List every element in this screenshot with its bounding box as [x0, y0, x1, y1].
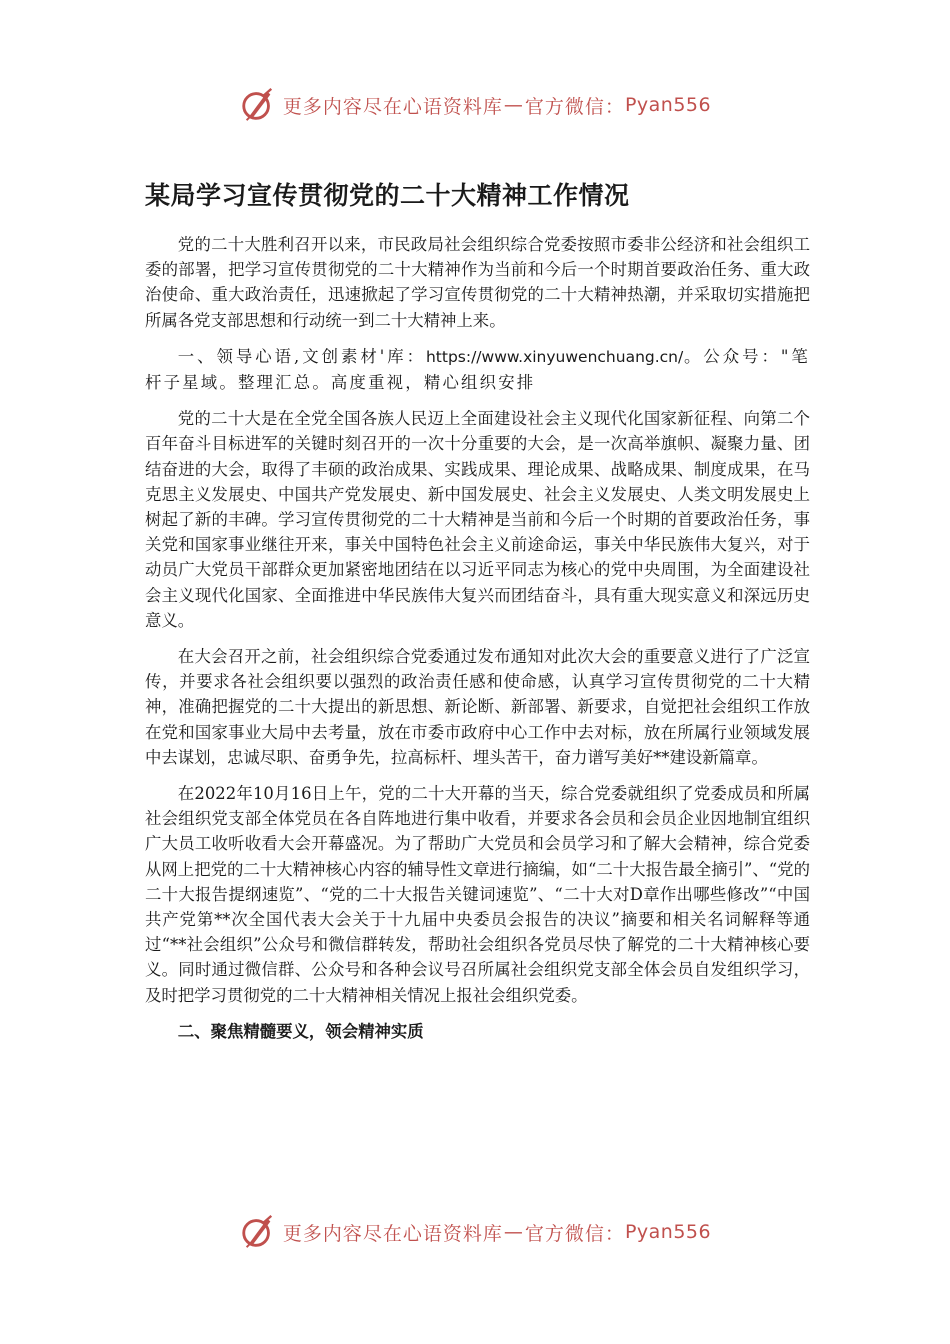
quill-circle-logo-icon — [239, 1213, 277, 1251]
watermark-text — [283, 1219, 711, 1246]
watermark-code: Pyan556 — [624, 1221, 712, 1243]
paragraph-significance: 党的二十大是在全党全国各族人民迈上全面建设社会主义现代化国家新征程、向第二个百年奋斗目标进军的关键时刻召开的一次十分重要的大会，是一次高举旗帜、凝聚力量、团结奋进的大会，取得了丰硕的政治成果、实践成果、理论成果、战略成果、制度成果，在马克思主义发展史、中国共产党发展史、新中国发展史、社会主义发展史、人类文明发展史上树起了新的丰碑。学习宣传贯彻党的二十大精神是当前和今后一个时期的首要政治任务，事关党和国家事业继往开来，事关中国特色社会主义前途命运，事关中华民族伟大复兴，对于动员广大党员干部群众更加紧密地团结在以习近平同志为核心的党中央周围，为全面建设社会主义现代化国家、全面推进中华民族伟大复兴而团结奋斗，具有重大现实意义和深远历史意义。 — [145, 409, 810, 630]
paragraph-viewing: 在2022年10月16日上午，党的二十大开幕的当天，综合党委就组织了党委成员和所属社会组织党支部全体党员在各自阵地进行集中收看，并要求各会员和会员企业因地制宜组织广大员工收听收看大会开幕盛况。为了帮助广大党员和会员学习和了解大会精神，综合党委从网上把党的二十大精神核心内容的辅导性文章进行摘编，如“二十大报告最全摘引”、“党的二十大报告提纲速览”、“党的二十大报告关键词速览”、“二十大对D章作出哪些修改”“中国共产党第**次全国代表大会关于十九届中央委员会报告的决议”摘要和相关名词解释等通过“**社会组织”公众号和微信群转发，帮助社会组织各党员尽快了解党的二十大精神核心要义。同时通过微信群、公众号和各种会议号召所属社会组织党支部全体会员自发组织学习，及时把学习贯彻党的二十大精神相关情况上报社会组织党委。 — [145, 784, 810, 1005]
watermark-text — [283, 92, 711, 119]
watermark-separator: — — [503, 1221, 524, 1243]
footer-watermark — [0, 1213, 950, 1251]
document-body — [145, 232, 810, 1055]
paragraph-preparation: 在大会召开之前，社会组织综合党委通过发布通知对此次大会的重要意义进行了广泛宣传，并要求各社会组织要以强烈的政治责任感和使命感，认真学习宣传贯彻党的二十大精神，准确把握党的二十大提出的新思想、新论断、新部署、新要求，自觉把社会组织工作放在党和国家事业大局中去考量，放在市委市政府中心工作中去对标，放在所属行业领域发展中去谋划，忠诚尽职、奋勇争先，拉高标杆、埋头苦干，奋力谱写美好**建设新篇章。 — [145, 647, 810, 767]
quill-circle-logo-icon — [239, 86, 277, 124]
watermark-label: 更多内容尽在心语资料库 — [282, 1222, 503, 1245]
section-heading-two: 二、聚焦精髓要义，领会精神实质 — [177, 1021, 424, 1041]
header-watermark — [0, 86, 950, 124]
heading-one-suffix: 。公众号："笔杆子星域。整理汇总。高度重视，精心组织安排 — [145, 346, 810, 393]
watermark-label: 更多内容尽在心语资料库 — [282, 95, 503, 118]
watermark-code: Pyan556 — [624, 94, 712, 116]
watermark-separator: — — [503, 94, 524, 116]
document-title: 某局学习宣传贯彻党的二十大精神工作情况 — [145, 181, 630, 210]
watermark-suffix: 官方微信： — [524, 1222, 625, 1245]
heading-one-url: https://www.xinyuwenchuang.cn/ — [425, 347, 684, 366]
section-heading-one — [145, 344, 810, 395]
paragraph-intro: 党的二十大胜利召开以来，市民政局社会组织综合党委按照市委非公经济和社会组织工委的部署，把学习宣传贯彻党的二十大精神作为当前和今后一个时期首要政治任务、重大政治使命、重大政治责任，迅速掀起了学习宣传贯彻党的二十大精神热潮，并采取切实措施把所属各党支部思想和行动统一到二十大精神上来。 — [145, 235, 810, 330]
heading-one-prefix: 一、领导心语,文创素材'库： — [177, 346, 426, 366]
watermark-suffix: 官方微信： — [524, 95, 625, 118]
